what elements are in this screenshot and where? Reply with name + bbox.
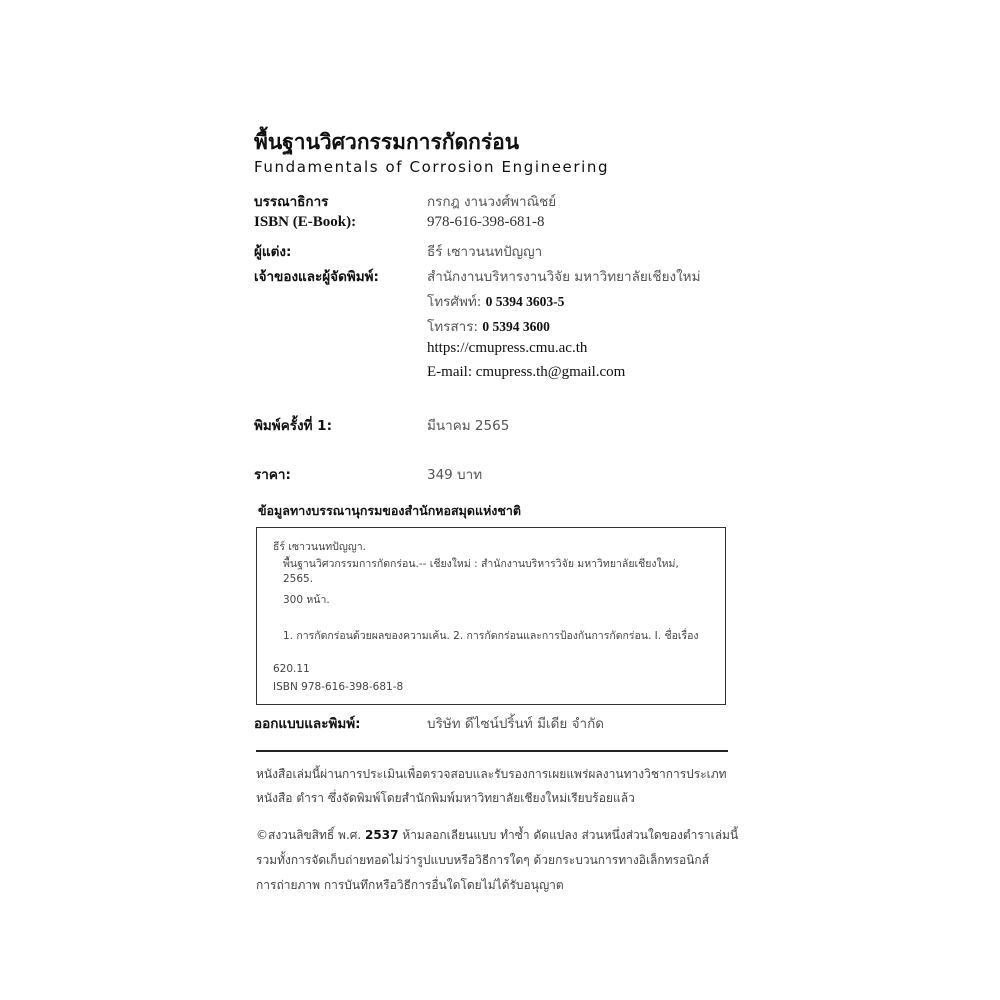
cip-author: ธีร์ เซาวนนทปัญญา.	[273, 541, 366, 553]
cip-heading: ข้อมูลทางบรรณานุกรมของสำนักหอสมุดแห่งชาติ	[258, 503, 522, 518]
author-value: ธีร์ เซาวนนทปัญญา	[427, 244, 543, 260]
copyright-line1-rest: ห้ามลอกเลียนแบบ ทำซ้ำ ดัดแปลง ส่วนหนึ่งส่วนใดของตำราเล่มนี้	[402, 828, 739, 842]
website: https://cmupress.cmu.ac.th	[427, 340, 588, 356]
price-label: ราคา:	[254, 467, 291, 483]
copyright-line2: รวมทั้งการจัดเก็บถ่ายทอดไม่ว่ารูปแบบหรือวิธีการใดๆ ด้วยกระบวนการทางอิเล็กทรอนิกส์	[256, 853, 710, 867]
price-value: 349 บาท	[427, 467, 483, 483]
copyright-prefix: ©สงวนลิขสิทธิ์ พ.ศ.	[256, 828, 362, 842]
cip-classification: 620.11	[273, 663, 310, 675]
book-title-thai: พื้นฐานวิศวกรรมการกัดกร่อน	[254, 130, 520, 154]
cip-title-line1: พื้นฐานวิศวกรรมการกัดกร่อน.-- เชียงใหม่ : สำนักงานบริหารวิจัย มหาวิทยาลัยเชียงใหม่,	[283, 558, 679, 570]
book-title-english: Fundamentals of Corrosion Engineering	[254, 158, 610, 176]
fax-line	[427, 315, 550, 337]
cip-isbn: ISBN 978-616-398-681-8	[273, 681, 404, 693]
publisher-label: เจ้าของและผู้จัดพิมพ์:	[254, 269, 379, 285]
design-value: บริษัท ดีไซน์ปริ้นท์ มีเดีย จำกัด	[427, 716, 605, 732]
cip-subjects: 1. การกัดกร่อนด้วยผลของความเค้น. 2. การกัดกร่อนและการป้องกันการกัดกร่อน. I. ชื่อเรื่อง	[283, 630, 699, 642]
isbn-value: 978-616-398-681-8	[427, 214, 545, 230]
author-label: ผู้แต่ง:	[254, 244, 292, 260]
cip-record-box	[256, 527, 726, 705]
cip-pages: 300 หน้า.	[283, 594, 330, 606]
edition-value: มีนาคม 2565	[427, 418, 510, 434]
fax-label: โทรสาร:	[427, 319, 479, 335]
phone-label: โทรศัพท์:	[427, 294, 482, 310]
copyright-year: 2537	[365, 828, 399, 842]
review-note-line2: หนังสือ ตำรา ซึ่งจัดพิมพ์โดยสำนักพิมพ์มหาวิทยาลัยเชียงใหม่เรียบร้อยแล้ว	[256, 791, 635, 805]
editor-label: บรรณาธิการ	[254, 194, 329, 210]
review-note-line1: หนังสือเล่มนี้ผ่านการประเมินเพื่อตรวจสอบและรับรองการเผยแพร่ผลงานทางวิชาการประเภท	[256, 767, 727, 781]
fax-value: 0 5394 3600	[482, 319, 550, 334]
isbn-label: ISBN (E-Book):	[254, 214, 357, 230]
cip-title-line2: 2565.	[283, 573, 314, 585]
edition-label: พิมพ์ครั้งที่ 1:	[254, 418, 332, 434]
phone-value: 0 5394 3603-5	[485, 294, 565, 309]
editor-value: กรกฎ งานวงศ์พาณิชย์	[427, 194, 557, 210]
design-label: ออกแบบและพิมพ์:	[254, 716, 361, 732]
copyright-line3: การถ่ายภาพ การบันทึกหรือวิธีการอื่นใดโดยไม่ได้รับอนุญาต	[256, 878, 564, 892]
phone-line	[427, 290, 564, 312]
section-divider	[256, 750, 728, 752]
publisher-value: สำนักงานบริหารงานวิจัย มหาวิทยาลัยเชียงใหม่	[427, 269, 701, 285]
copyright-line1	[256, 826, 738, 845]
email: E-mail: cmupress.th@gmail.com	[427, 364, 626, 380]
